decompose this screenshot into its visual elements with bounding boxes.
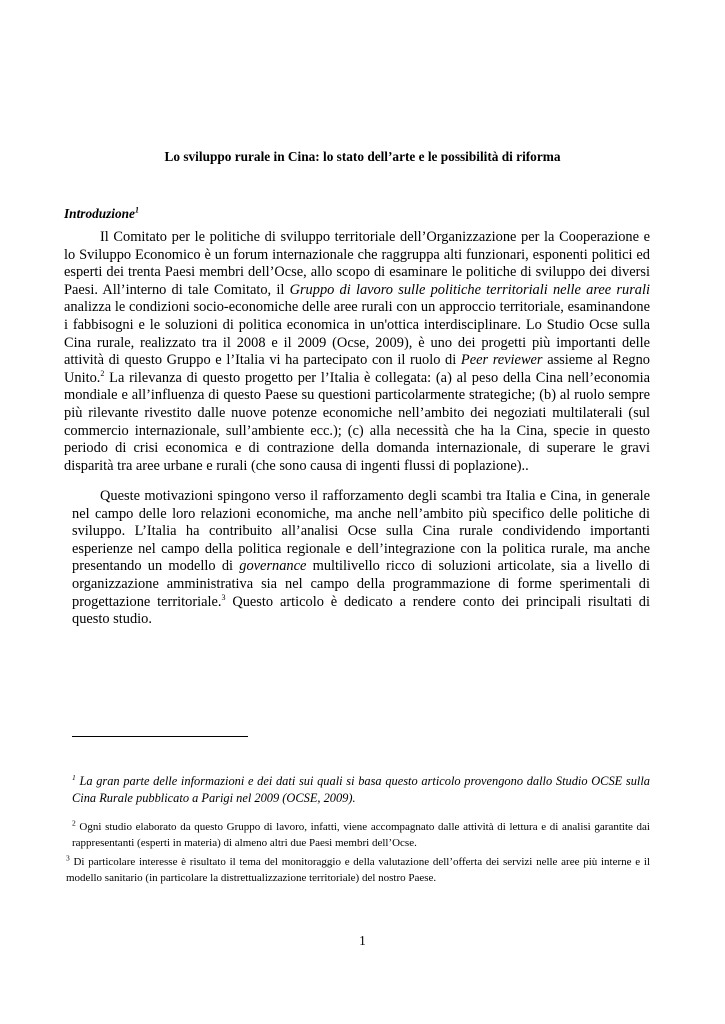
paragraph-1 (64, 229, 650, 475)
footnote-1 (72, 773, 650, 807)
footnote-2 (72, 820, 650, 851)
paragraph-1-italic-b: Peer reviewer (460, 352, 543, 369)
paragraph-2-text-a: Queste motivazioni spingono verso il rafforzamento degli scambi tra Italia e Cina, in generale nel campo delle loro relazioni economiche, ma anche nell’ambito più specifico delle politiche di sviluppo. L’Italia ha contribuito all’analisi Ocse sulla Cina rurale condividendo importanti esperienze nel campo della politica regionale e dell’integrazione con la politica rurale, ma anche presentando un modello di (72, 488, 650, 575)
footnote-2-text: Ogni studio elaborato da questo Gruppo di lavoro, infatti, viene accompagnato dalle attività di lettura e di analisi garantite dai rappresentanti (esperti in materia) di almeno altri due Paesi membri dell’Ocse. (72, 821, 650, 849)
footnote-ref-2: 2 (100, 368, 105, 378)
footnote-separator (72, 736, 248, 737)
paragraph-1-text-a: Il Comitato per le politiche di sviluppo territoriale dell’Organizzazione per la Cooperazione e lo Sviluppo Economico è un forum internazionale che raggruppa alti funzionari, esponenti politici ed esperti dei trenta Paesi membri dell’Ocse, allo scopo di esaminare le politiche di sviluppo dei diversi Paesi. All’interno di tale Comitato, il (64, 229, 650, 298)
footnote-2-mark: 2 (72, 818, 76, 828)
paragraph-2 (72, 488, 650, 629)
paragraph-1-text-b: analizza le condizioni socio-economiche delle aree rurali con un approccio territoriale, esaminandone i fabbisogni e le soluzioni di politica economica in un'ottica interdisciplinare. Lo Studio Ocse sulla Cina rurale, realizzato tra il 2008 e il 2009 (Ocse, 2009), è uno dei progetti più importanti delle attività di questo Gruppo e l’Italia vi ha partecipato con il ruolo di (64, 299, 650, 369)
paragraph-2-text-b: multilivello ricco di soluzioni articolate, sia a livello di organizzazione amministrativa sia nel campo della programmazione di forme sperimentali di progettazione territoriale. (72, 558, 650, 610)
paragraph-2-text-c: Questo articolo è dedicato a rendere conto dei principali risultati di questo studio. (72, 593, 650, 628)
document-title: Lo sviluppo rurale in Cina: lo stato dell’arte e le possibilità di riforma (164, 149, 561, 164)
section-heading (64, 206, 139, 222)
footnote-3-mark: 3 (66, 853, 70, 863)
paragraph-1-text-c: assieme al Regno Unito. (64, 352, 651, 386)
footnote-1-mark: 1 (72, 772, 76, 782)
footnote-ref-3: 3 (221, 592, 226, 602)
page-number: 1 (359, 933, 366, 948)
footnote-ref-1: 1 (134, 205, 139, 215)
section-heading-text: Introduzione (64, 206, 135, 221)
footnote-3-text: Di particolare interesse è risultato il tema del monitoraggio e della valutazione dell’offerta dei servizi nelle aree più interne e il modello sanitario (in particolare la distrettualizzazione territoriale) del nostro Paese. (66, 856, 650, 884)
paragraph-2-italic-a: governance (239, 558, 307, 575)
footnote-1-text: La gran parte delle informazioni e dei dati sui quali si basa questo articolo provengono dallo Studio OCSE sulla Cina Rurale pubblicato a Parigi nel 2009 (OCSE, 2009). (72, 774, 650, 805)
paragraph-1-italic-a: Gruppo di lavoro sulle politiche territoriali nelle aree rurali (289, 281, 650, 298)
paragraph-1-text-d: La rilevanza di questo progetto per l’Italia è collegata: (a) al peso della Cina nell’economia mondiale e all’influenza di questo Paese su questioni particolarmente strategiche; (b) al ruolo sempre più rilevante rivestito dalle nuove potenze economiche nell’ambito dei negoziati multilaterali (sul commercio internazionale, sull’ambiente ecc.); (c) alla necessità che ha la Cina, specie in questo periodo di crisi economica e di contrazione della domanda internazionale, di superare le gravi disparità tra aree urbane e rurali (che sono causa di ingenti flussi di poplazione).. (64, 369, 650, 474)
footnote-3 (66, 855, 650, 886)
